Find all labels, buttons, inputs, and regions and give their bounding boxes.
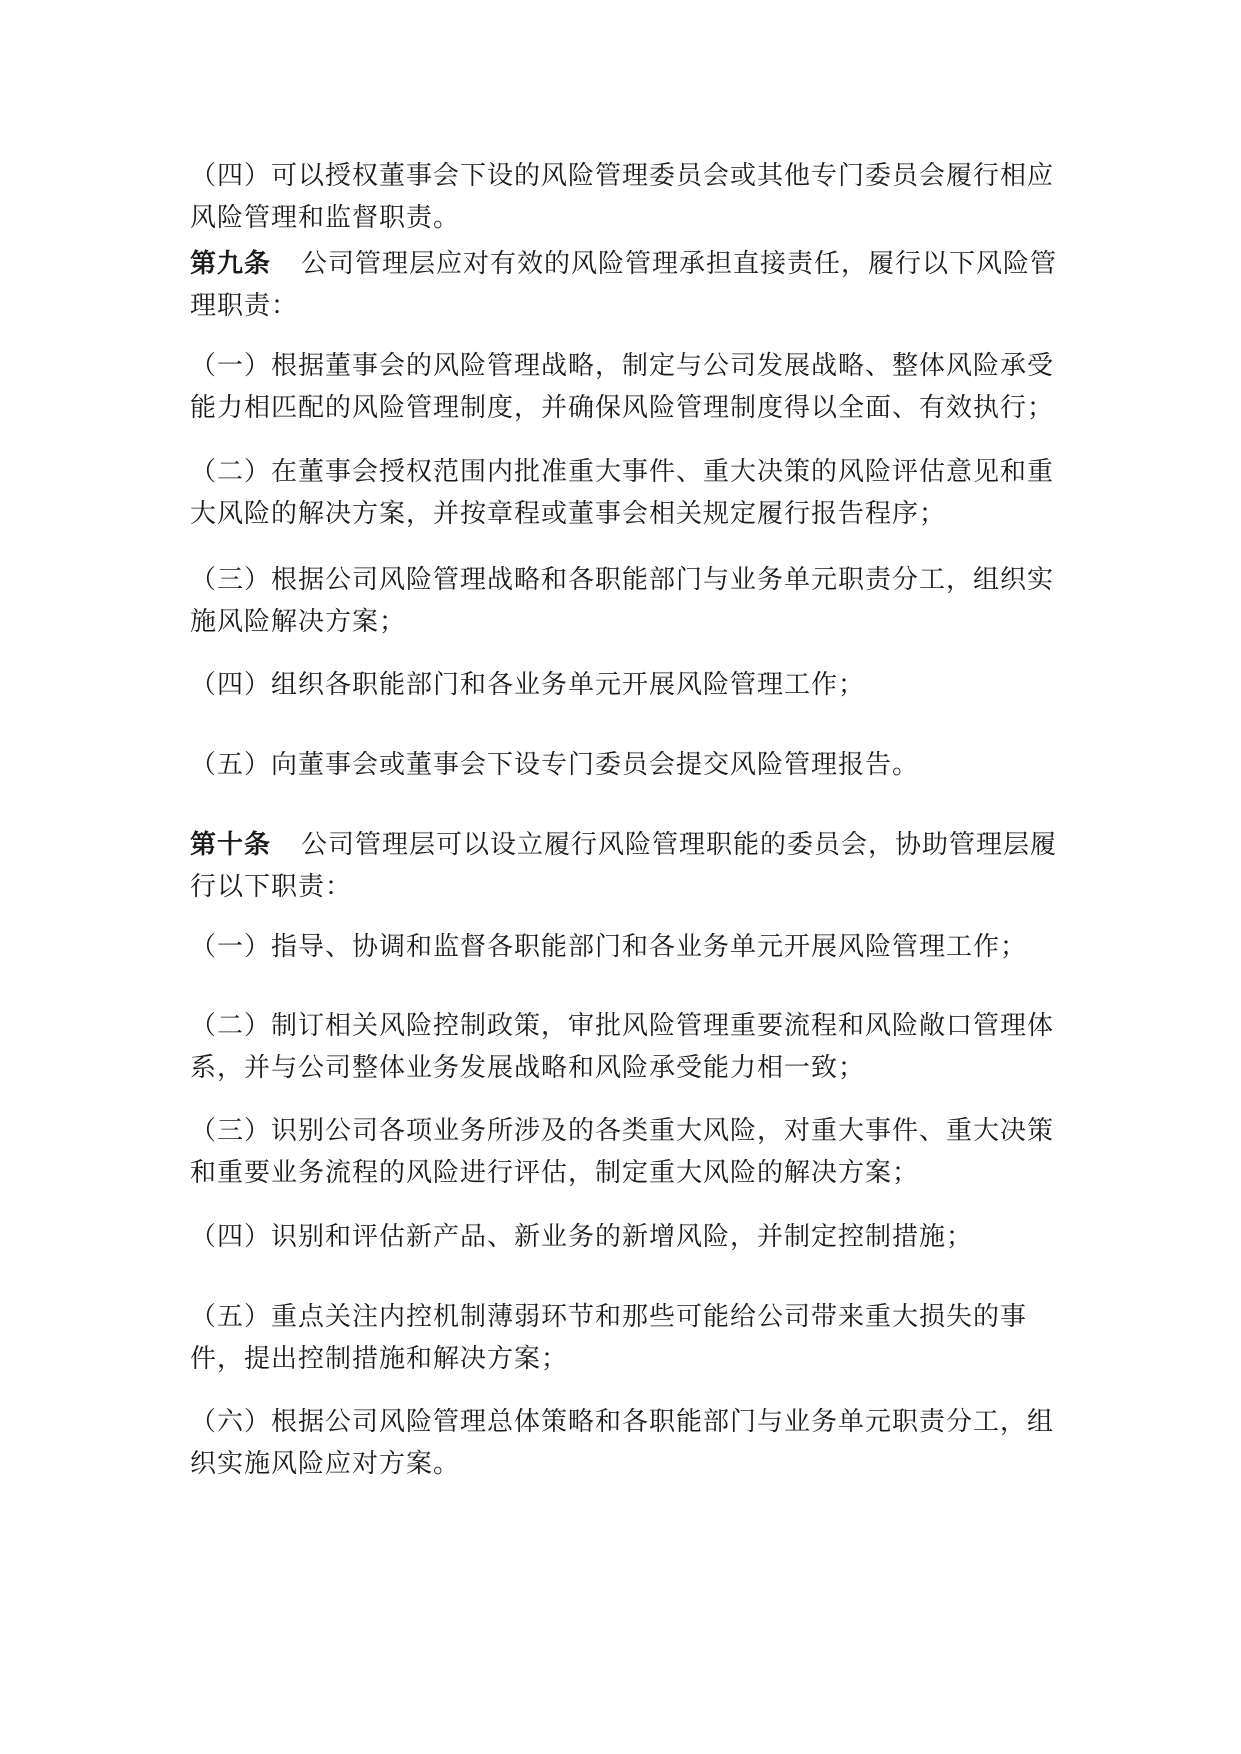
list-item: （二）在董事会授权范围内批准重大事件、重大决策的风险评估意见和重大风险的解决方案，并按章程或董事会相关规定履行报告程序； (190, 457, 1055, 529)
list-item: （一）指导、协调和监督各职能部门和各业务单元开展风险管理工作； (190, 932, 1028, 962)
article-9-paragraph (190, 243, 1060, 327)
article-number: 第十条 (190, 830, 272, 860)
list-item: （五）向董事会或董事会下设专门委员会提交风险管理报告。 (190, 750, 920, 780)
article-body: 公司管理层可以设立履行风险管理职能的委员会，协助管理层履行以下职责： (190, 830, 1058, 902)
list-item: （三）识别公司各项业务所涉及的各类重大风险，对重大事件、重大决策和重要业务流程的风险进行评估，制定重大风险的解决方案； (190, 1116, 1055, 1188)
paragraph-item-4-board: （四）可以授权董事会下设的风险管理委员会或其他专门委员会履行相应风险管理和监督职责。 (190, 161, 1055, 233)
article-10-paragraph (190, 824, 1060, 908)
list-item: （四）识别和评估新产品、新业务的新增风险，并制定控制措施； (190, 1222, 974, 1252)
list-item: （三）根据公司风险管理战略和各职能部门与业务单元职责分工，组织实施风险解决方案； (190, 565, 1055, 637)
list-item: （五）重点关注内控机制薄弱环节和那些可能给公司带来重大损失的事件，提出控制措施和解决方案； (190, 1302, 1028, 1374)
list-item: （六）根据公司风险管理总体策略和各职能部门与业务单元职责分工，组织实施风险应对方案。 (190, 1407, 1055, 1479)
list-item: （四）组织各职能部门和各业务单元开展风险管理工作； (190, 670, 866, 700)
article-body: 公司管理层应对有效的风险管理承担直接责任，履行以下风险管理职责： (190, 249, 1058, 321)
list-item: （二）制订相关风险控制政策，审批风险管理重要流程和风险敞口管理体系，并与公司整体业务发展战略和风险承受能力相一致； (190, 1011, 1055, 1083)
list-item: （一）根据董事会的风险管理战略，制定与公司发展战略、整体风险承受能力相匹配的风险管理制度，并确保风险管理制度得以全面、有效执行； (190, 351, 1055, 423)
article-number: 第九条 (190, 249, 272, 279)
